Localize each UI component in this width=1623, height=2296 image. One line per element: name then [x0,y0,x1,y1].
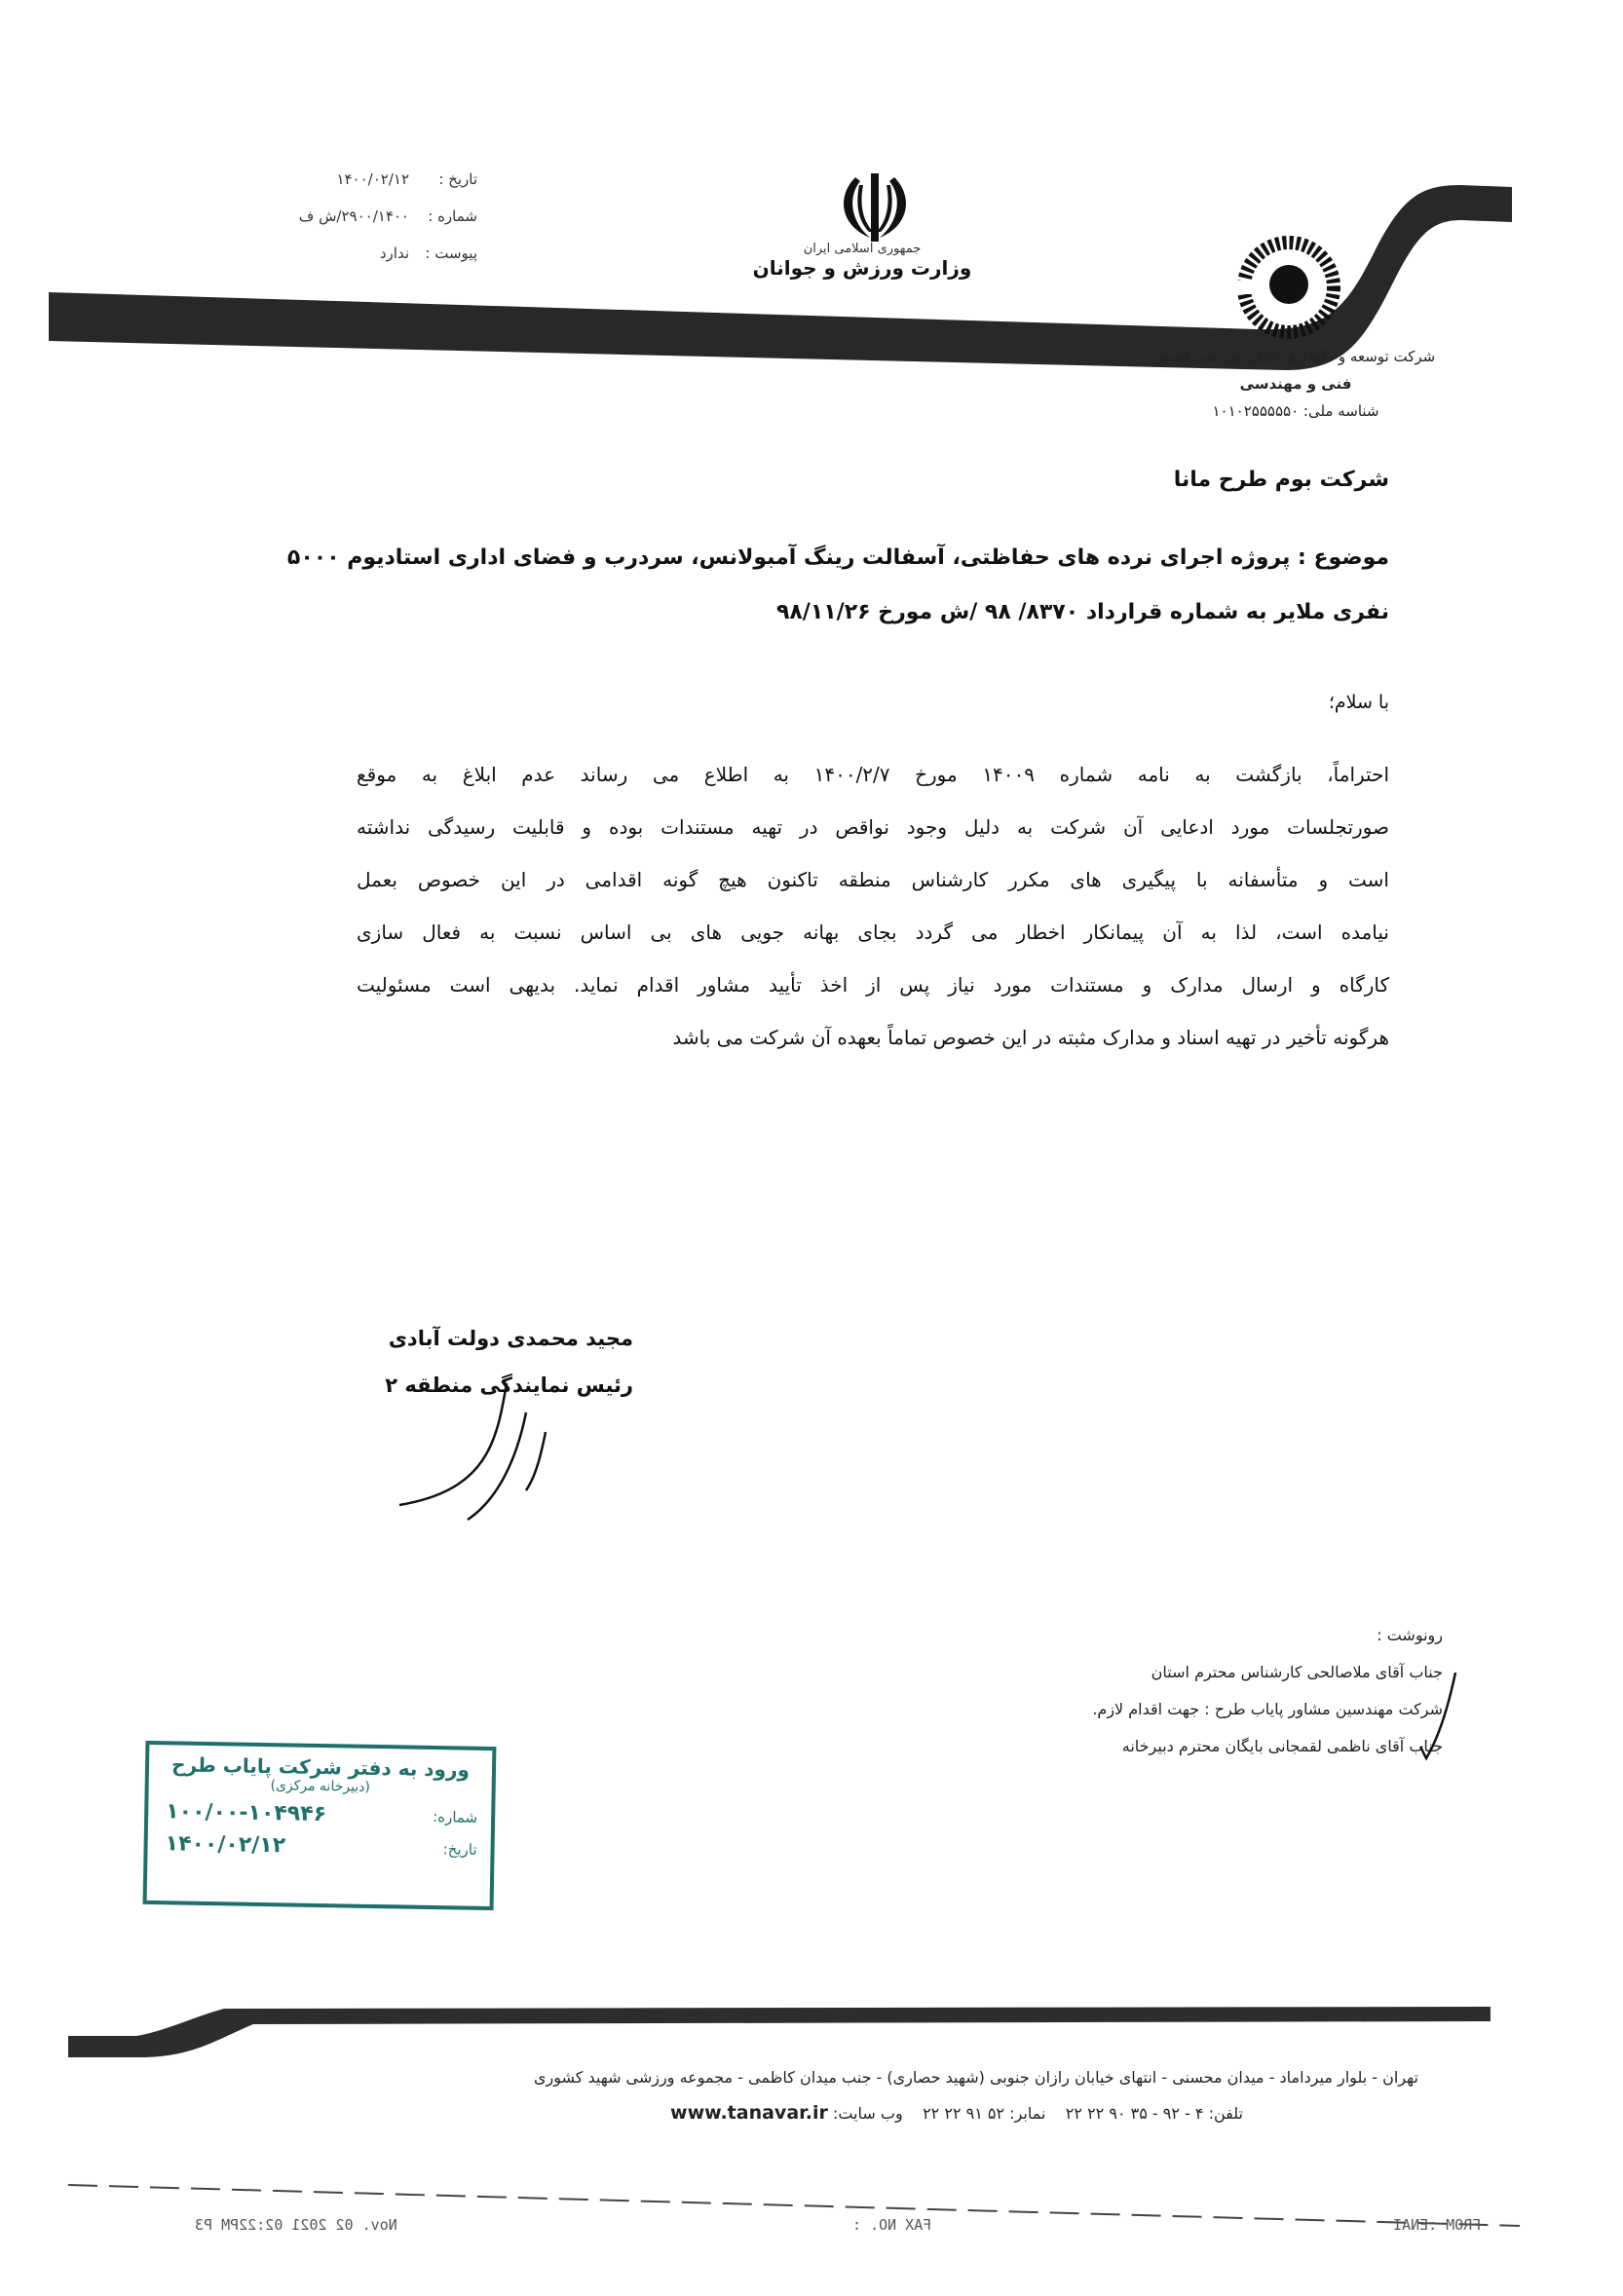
ministry-name: جمهوری اسلامی ایران وزارت ورزش و جوانان [752,242,972,280]
footer-website-label: وب سایت: [833,2104,903,2123]
letter-meta [166,161,477,272]
fax-datetime: Nov. 02 2021 02:22PM P3 [195,2216,397,2234]
body-line: احتراماً، بازگشت به نامه شماره ۱۴۰۰۹ مورخ ۱۴۰۰/۲/۷ به اطلاع می رساند عدم ابلاغ به موقع [357,763,1389,786]
fax-from: FROM :ENAI [1393,2216,1482,2234]
cc-heading: رونوشت : [1377,1626,1443,1644]
footer-website[interactable]: www.tanavar.ir [670,2102,828,2124]
signer-title: رئیس نمایندگی منطقه ۲ [385,1374,633,1397]
footer-phone: تلفن: ۴ - ۹۲ - ۳۵ ۹۰ ۲۲ ۲۲ [1065,2104,1243,2123]
cc-item: جناب آقای ناظمی لقمجانی بایگان محترم دبیرخانه [1121,1737,1443,1755]
footer-fax: نمابر: ۵۲ ۹۱ ۲۲ ۲۲ [923,2104,1046,2123]
body-line: صورتجلسات مورد ادعایی آن شرکت به دلیل وجود نواقص در تهیه مستندات بوده و قابلیت رسیدگی نداشته [357,815,1389,839]
greeting: با سلام؛ [1328,692,1389,713]
body-line: است و متأسفانه با پیگیری های مکرر کارشناس منطقه تاکنون هیچ گونه اقدامی در این خصوص بعمل [357,868,1389,891]
stamp-number: شماره: ۱۰۰/۰۰-۱۰۴۹۴۶ [166,1799,478,1827]
receipt-stamp: ورود به دفتر شرکت پایاب طرح (دبیرخانه مرکزی) شماره: ۱۰۰/۰۰-۱۰۴۹۴۶ تاریخ: ۱۴۰۰/۰۲/۱۲ [143,1741,497,1910]
cc-item: شرکت مهندسین مشاور پایاب طرح : جهت اقدام لازم. [1092,1700,1443,1718]
body-line: نیامده است، لذا به آن پیمانکار اخطار می گردد بجای بهانه جویی های بی اساس نسبت به فعال سازی [357,921,1389,944]
handwritten-signature [380,1383,594,1529]
cc-item: جناب آقای ملاصالحی کارشناس محترم استان [1151,1663,1443,1681]
recipient: شرکت بوم طرح مانا [1173,468,1389,492]
meta-number: شماره :۲۹۰۰/۱۴۰۰/ش ف [298,207,477,225]
company-logo-icon [1235,234,1342,341]
signer-name: مجید محمدی دولت آبادی [388,1327,633,1350]
check-mark-icon [1418,1671,1457,1768]
stamp-date: تاریخ: ۱۴۰۰/۰۲/۱۲ [165,1831,477,1859]
meta-date: تاریخ :۱۴۰۰/۰۲/۱۲ [336,170,477,188]
iran-emblem-icon [826,168,924,245]
meta-attachment: پیوست :ندارد [379,245,477,262]
body-line: هرگونه تأخیر در تهیه اسناد و مدارک مثبته در این خصوص تماماً بعهده آن شرکت می باشد [672,1026,1389,1049]
letter-body [357,748,1389,1064]
footer-address: تهران - بلوار میرداماد - میدان محسنی - انتهای خیابان رازان جنوبی (شهید حصاری) - جنب میدان کاظمی - مجموعه ورزشی شهید کشوری تلفن: ۴ - ۹۲ - ۳۵ ۹۰ ۲۲ ۲۲ نمابر: ۵۲ ۹۱ ۲۲ ۲۲ وب سایت: www.tanavar.ir [533,2068,1418,2124]
subject: موضوع : پروژه اجرای نرده های حفاظتی، آسفالت رینگ آمبولانس، سردرب و فضای اداری استادیوم ۵۰۰۰ نفری ملایر به شماره قرارداد ۸۳۷۰/ ۹۸ /ش مورخ ۹۸/۱۱/۲۶ [286,546,1389,624]
fax-number: FAX NO. : [852,2216,932,2234]
cc-list [897,1617,1443,1765]
company-name: شرکت توسعه و نگهداری اماکن ورزشی کشور فنی و مهندسی شناسه ملی: ۱۰۱۰۲۵۵۵۵۵۰ [1155,348,1436,420]
body-line: کارگاه و ارسال مدارک و مستندات مورد نیاز پس از اخذ تأیید مشاور اقدام نماید. بدیهی است مسئولیت [357,973,1389,997]
